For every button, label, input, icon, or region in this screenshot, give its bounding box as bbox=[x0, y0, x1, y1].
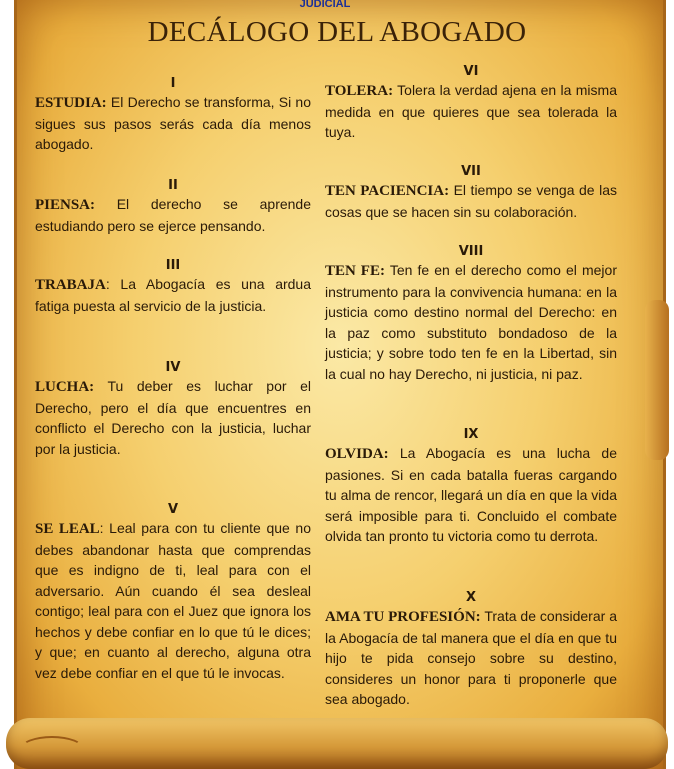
commandment-text: Tolera la verdad ajena en la misma medida en que quieres que sea tolerada la tuya. bbox=[325, 82, 617, 140]
page-title: DECÁLOGO DEL ABOGADO bbox=[147, 16, 527, 48]
commandment-number: VII bbox=[461, 164, 481, 179]
commandment-1 bbox=[35, 76, 311, 155]
commandment-heading: AMA TU PROFESIÓN: bbox=[325, 609, 481, 625]
commandment-heading: OLVIDA: bbox=[325, 446, 389, 462]
commandment-heading: ESTUDIA: bbox=[35, 95, 107, 111]
commandment-text: Trata de considerar a la Abogacía de tal manera que el día en que tu hijo te pida consejo sobre su destino, consideres un honor para ti proponerle que sea abogado. bbox=[325, 608, 617, 707]
commandment-text: El Derecho se transforma, Si no sigues sus pasos serás cada día menos abogado. bbox=[35, 94, 311, 152]
scroll-roll-right bbox=[645, 300, 669, 460]
commandment-heading: TRABAJA bbox=[35, 277, 106, 293]
commandment-number: V bbox=[167, 502, 179, 517]
commandment-number: IV bbox=[165, 360, 181, 375]
commandment-text: Ten fe en el derecho como el mejor instrumento para la convivencia humana: en la justicia como destino normal del Derecho: en la paz como substituto bondadoso de la justicia; y sobre todo ten fe en la Libertad, sin la cual no hay Derecho, ni justicia, ni paz. bbox=[325, 262, 617, 382]
commandment-number: VIII bbox=[458, 244, 484, 259]
commandment-6 bbox=[325, 64, 617, 143]
commandment-heading: TEN PACIENCIA: bbox=[325, 183, 450, 199]
commandment-number: II bbox=[168, 178, 178, 193]
commandment-heading: PIENSA: bbox=[35, 197, 96, 213]
commandment-text: : La Abogacía es una ardua fatiga puesta al servicio de la justicia. bbox=[35, 276, 311, 314]
commandment-number: VI bbox=[463, 64, 479, 79]
scroll-roll-bottom bbox=[6, 718, 668, 769]
commandment-9 bbox=[325, 427, 617, 547]
commandment-heading: LUCHA: bbox=[35, 379, 95, 395]
commandment-text: : Leal para con tu cliente que no debes abandonar hasta que comprendas que es indigno de ti, leal para con el adversario. Aún cuando él sea desleal contigo; leal para con el Juez que ignora los hechos y debe confiar en lo que tú le dices; y que; en cuanto al derecho, alguna otra vez debe confiar en el que tú le invocas. bbox=[35, 520, 311, 681]
commandment-heading: TEN FE: bbox=[325, 263, 385, 279]
commandment-4 bbox=[35, 360, 311, 459]
commandment-7 bbox=[325, 164, 617, 222]
commandment-number: I bbox=[170, 76, 176, 91]
commandment-number: IX bbox=[463, 427, 479, 442]
commandment-heading: SE LEAL bbox=[35, 521, 100, 537]
commandment-text: La Abogacía es una lucha de pasiones. Si en cada batalla fueras cargando tu alma de rencor, llegará un día en que la vida será imposible para ti. Concluido el combate olvida tan pronto tu victoria como tu derrota. bbox=[325, 445, 617, 544]
commandment-3 bbox=[35, 258, 311, 316]
commandment-number: X bbox=[465, 590, 477, 605]
commandment-heading: TOLERA: bbox=[325, 83, 394, 99]
commandment-8 bbox=[325, 244, 617, 384]
header-top-label: JUDICIAL bbox=[299, 0, 351, 8]
commandment-number: III bbox=[165, 258, 181, 273]
commandment-10 bbox=[325, 590, 617, 710]
commandment-5 bbox=[35, 502, 311, 683]
commandment-text: El derecho se aprende estudiando pero se ejerce pensando. bbox=[35, 196, 311, 234]
commandment-text: El tiempo se venga de las cosas que se hacen sin su colaboración. bbox=[325, 182, 617, 220]
commandment-text: Tu deber es luchar por el Derecho, pero el día que encuentres en conflicto el Derecho con la justicia, luchar por la justicia. bbox=[35, 378, 311, 457]
scroll-swirl-ornament bbox=[20, 736, 84, 762]
commandment-2 bbox=[35, 178, 311, 236]
